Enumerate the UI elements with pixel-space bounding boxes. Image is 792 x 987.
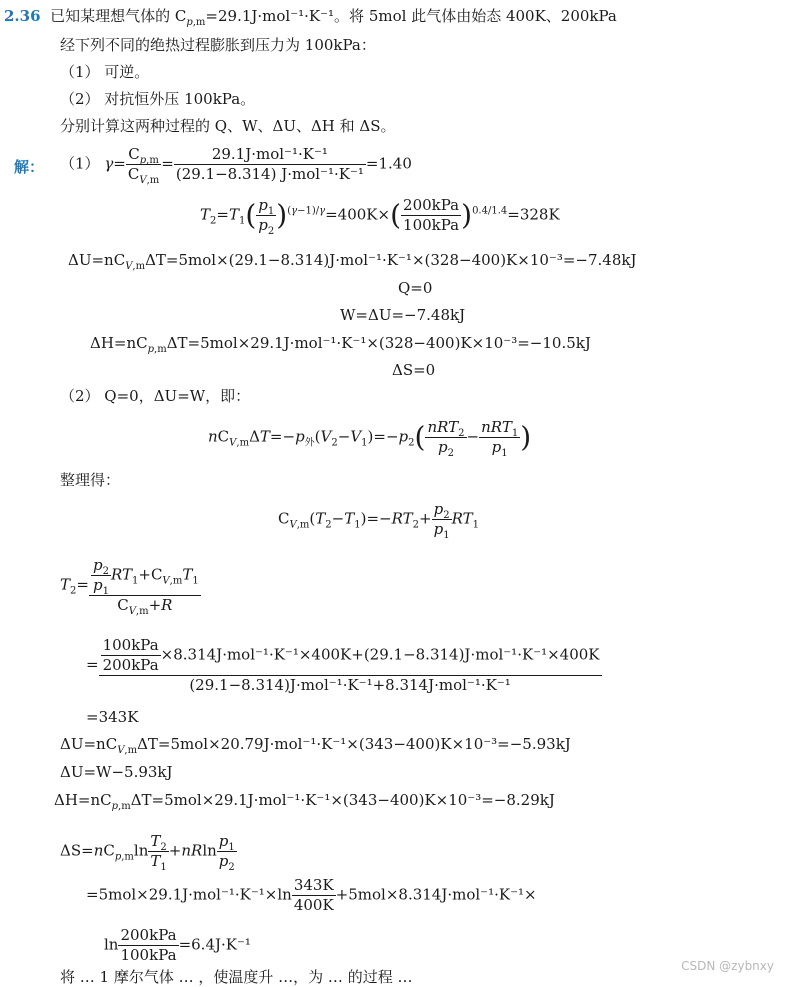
T2-irreversible-substitution: = $\frac{\text{100kPa}}{\text{200kPa}}$ ×8.314J·mol⁻¹·K⁻¹×400K+(29.1−8.314)J·mol⁻¹·K⁻¹×400K (29.1−8.314)J·mol⁻¹·K⁻¹+8.314J·mol⁻¹·K⁻¹ xyxy=(86,636,600,694)
part2-intro: （2） Q=0，ΔU=W，即： xyxy=(60,387,251,405)
dH-irreversible: $\Delta H=nC_{p,m}\Delta T=5mol\times 29.1J\cdot mol^{-1}\cdot K^{-1}\times(343-400)K\times 10^{-3}=-8.29kJ$ xyxy=(54,791,555,812)
solution-label: 解： xyxy=(14,158,45,176)
T2-irreversible-formula: $T_2=$ $\frac{p_2}{p_1}$ $RT_1+C_{V,m}T_1$ $C_{V,m}+R$ xyxy=(60,556,199,617)
work-balance-equation: $nC_{V,m}\Delta T=-p_外(V_2-V_1)=-p_2$( $\frac{nRT_2}{p_2}$ − $\frac{nRT_1}{p_1}$ ) xyxy=(208,418,532,459)
problem-case-1: （1） 可逆。 xyxy=(60,63,150,81)
gamma-equation: （1） γ= $\frac{C_{p,m}}{C_{V,m}}$ = $\frac{\text{29.1J·mol⁻¹·K⁻¹}}{\text{(29.1−8.314) J·mol⁻¹·K⁻¹}}$ =1.40 xyxy=(60,145,412,186)
watermark: CSDN @zybnxy xyxy=(681,959,774,973)
dU-W-irreversible: ΔU=W−5.93kJ xyxy=(60,763,173,781)
problem-question: 分别计算这两种过程的 Q、W、ΔU、ΔH 和 ΔS。 xyxy=(60,117,396,135)
problem-number: 2.36 xyxy=(4,7,41,25)
problem-line-1: 2.36 已知某理想气体的 $C_{p,m}=29.1J\cdot mol^{-1}\cdot K^{-1}$。将 5mol 此气体由始态 400K、200kPa xyxy=(4,7,617,28)
dU-irreversible: $\Delta U=nC_{V,m}\Delta T=5mol\times 20.79J\cdot mol^{-1}\cdot K^{-1}\times(343-400)K\times 10^{-3}=-5.93kJ$ xyxy=(60,735,571,756)
arranged-equation: $C_{V,m}(T_2-T_1)=-RT_2+$ $\frac{p_2}{p_1}$ $RT_1$ xyxy=(278,500,480,541)
dS-irreversible-substitution: =5mol×29.1J·mol⁻¹·K⁻¹×ln $\frac{343K}{400K}$ +5mol×8.314J·mol⁻¹·K⁻¹× xyxy=(86,876,537,914)
dS-irreversible-formula: $\Delta S=nC_{p,m}\ln$ $\frac{T_2}{T_1}$ +nRln $\frac{p_1}{p_2}$ xyxy=(60,832,235,873)
dS-reversible: ΔS=0 xyxy=(392,361,436,379)
dU-reversible: $\Delta U=nC_{V,m}\Delta T=5mol\times(29.1-8.314)J\cdot mol^{-1}\cdot K^{-1}\times(328-400)K\times 10^{-3}=-7.48kJ$ xyxy=(68,251,637,272)
W-reversible: W=ΔU=−7.48kJ xyxy=(340,306,466,324)
arrange-label: 整理得： xyxy=(60,471,121,489)
T2-irreversible-value: =343K xyxy=(86,708,139,726)
problem-case-2: （2） 对抗恒外压 100kPa。 xyxy=(60,90,256,108)
problem-line-2: 经下列不同的绝热过程膨胀到压力为 100kPa： xyxy=(60,36,376,54)
T2-reversible-equation: $T_2=T_1$( $\frac{p_1}{p_2}$ )$^{(\gamma-1)/\gamma}$=400K×( $\frac{\text{200kPa}}{\text{100kPa}}$ )$^{0.4/1.4}$=328K xyxy=(200,196,560,237)
dS-irreversible-result: ln $\frac{\text{200kPa}}{\text{100kPa}}$ =6.4J·K⁻¹ xyxy=(104,926,251,964)
dH-reversible: $\Delta H=nC_{p,m}\Delta T=5mol\times 29.1J\cdot mol^{-1}\cdot K^{-1}\times(328-400)K\times 10^{-3}=-10.5kJ$ xyxy=(90,334,591,355)
Q-reversible: Q=0 xyxy=(398,279,433,297)
cut-off-line: 将 … 1 摩尔气体 … ，使温度升 …，为 … 的过程 … xyxy=(60,968,413,986)
